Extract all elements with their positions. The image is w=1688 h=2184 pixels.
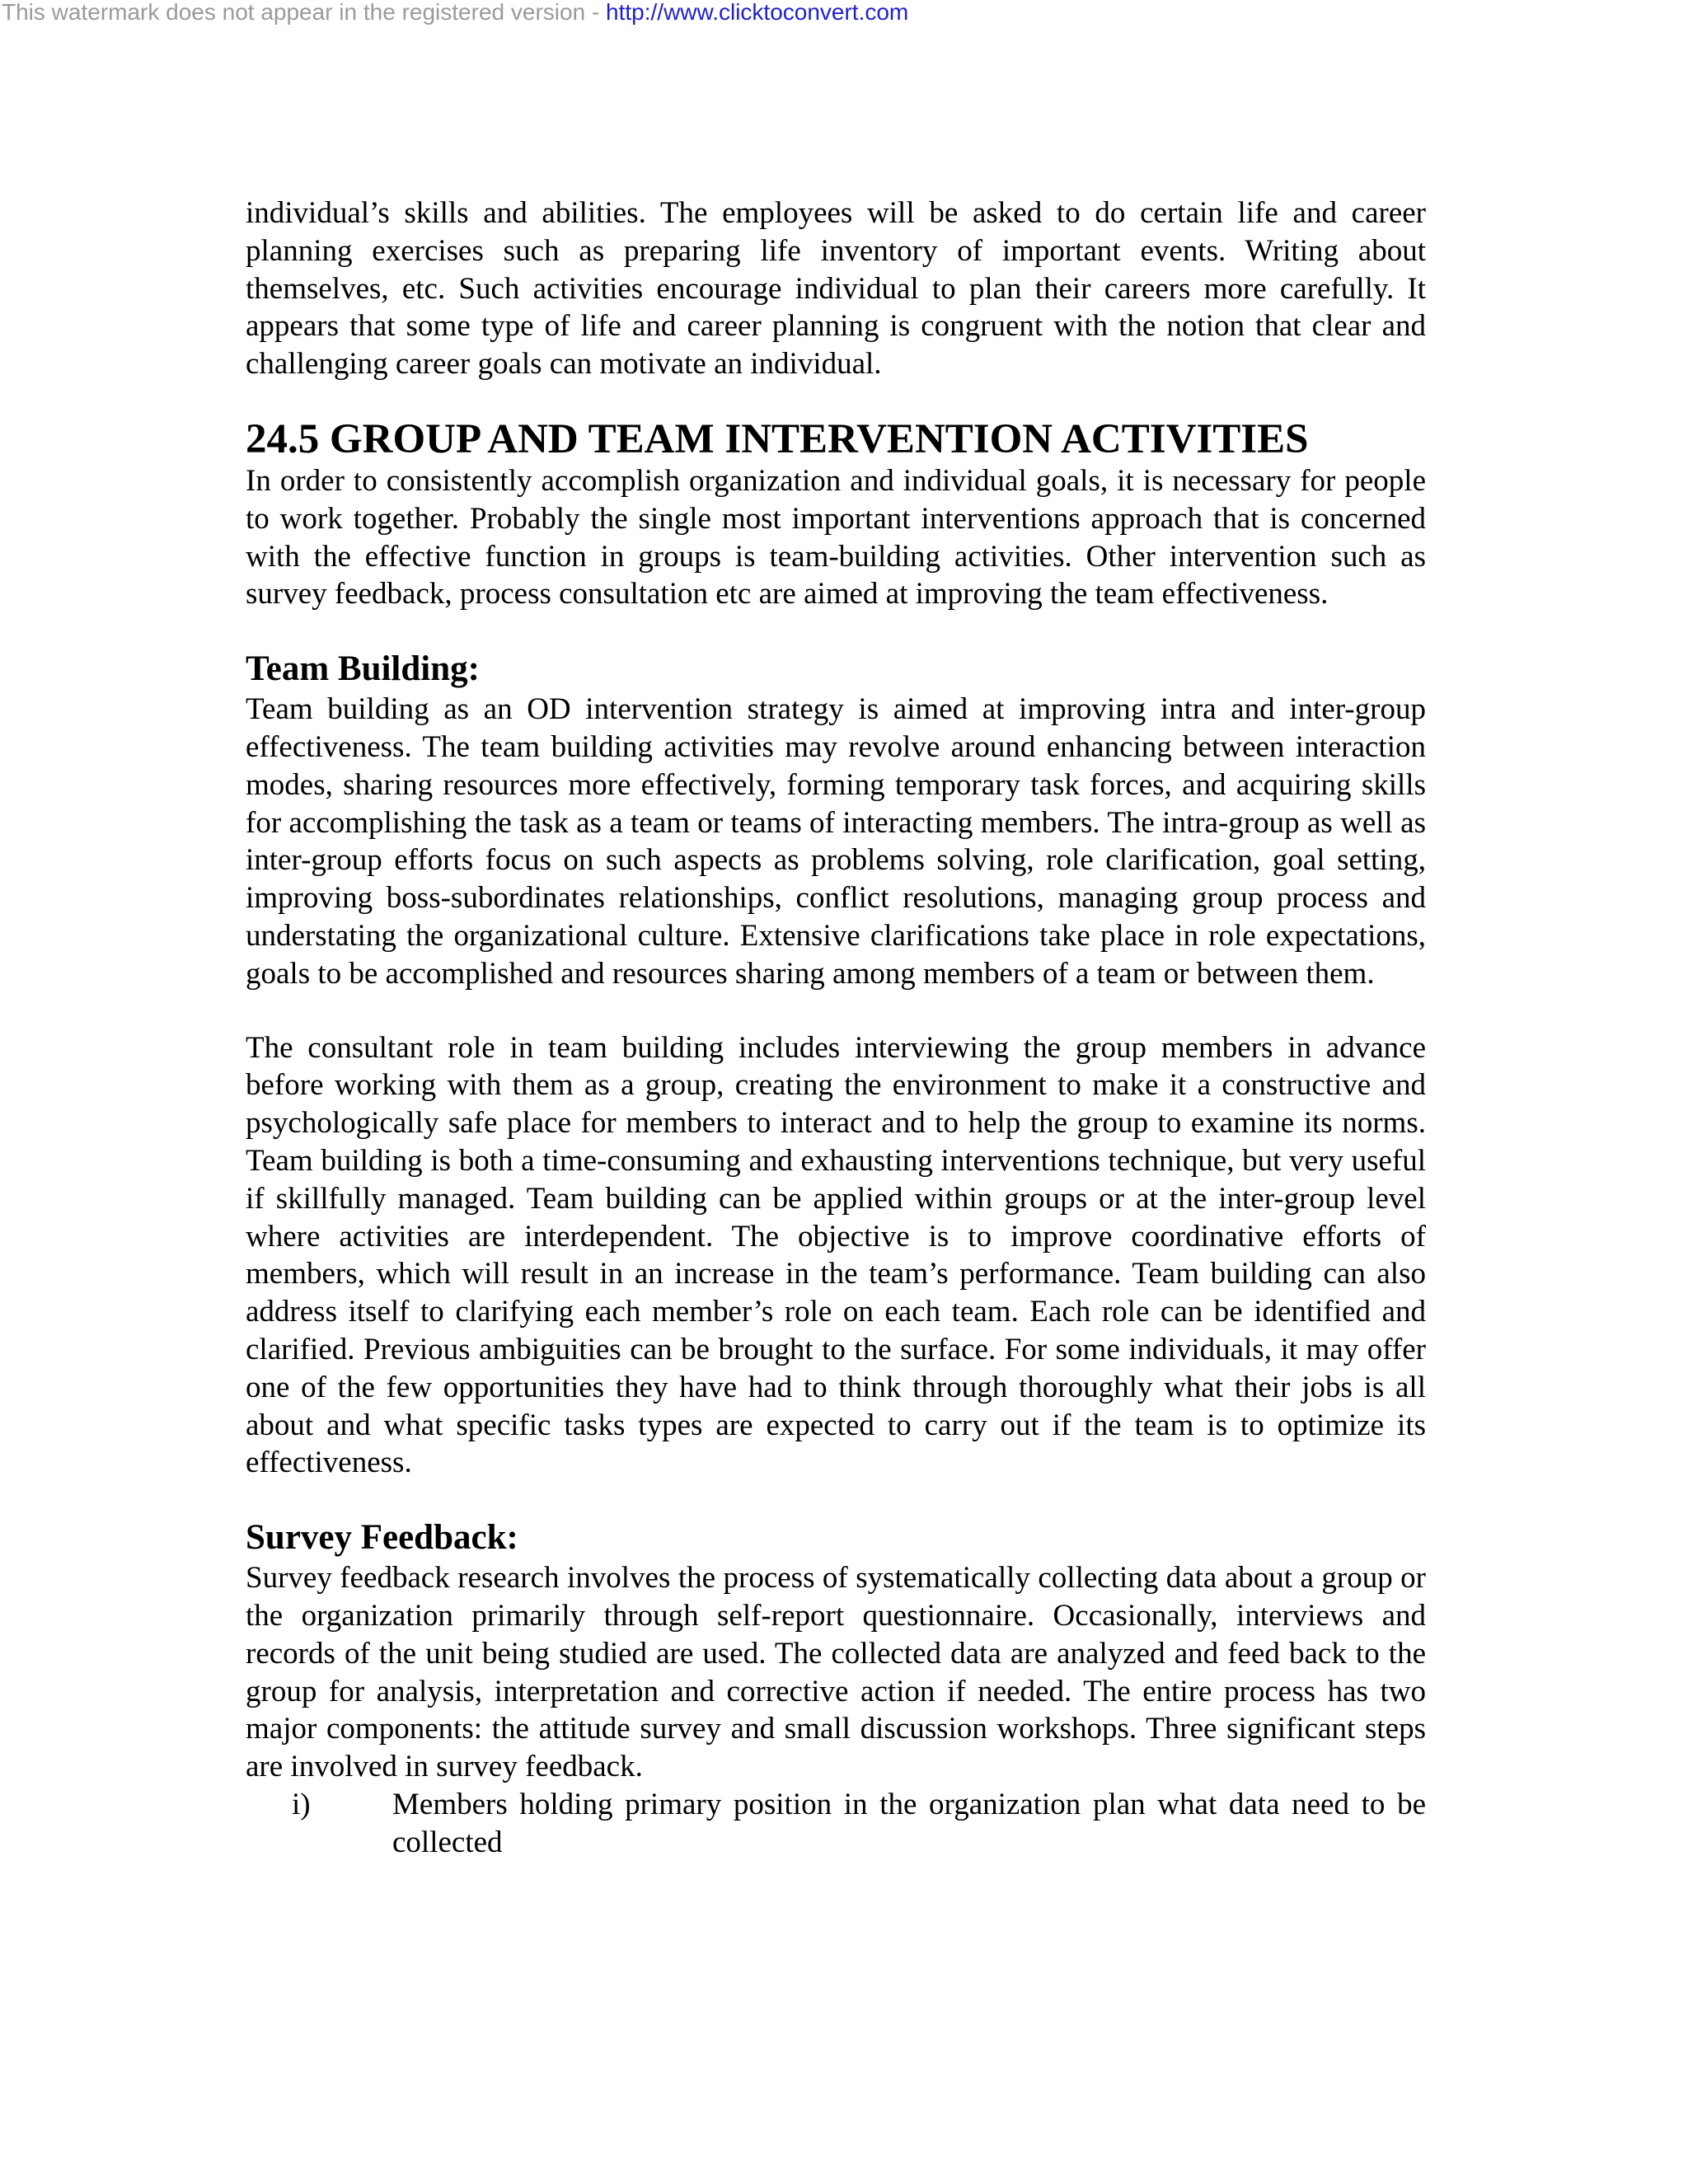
intro-paragraph: individual’s skills and abilities. The employees will be asked to do certain life and career planning exercises such as preparing life inventory of important events. Writing about themselves, etc. Such activities encourage individual to plan their careers more carefully. It appears that some type of life and career planning is congruent with the notion that clear and challenging career goals can motivate an individual.	[246, 196, 1426, 382]
watermark-text: This watermark does not appear in the registered version -	[2, 0, 607, 25]
team-building-paragraph-1: Team building as an OD intervention strategy is aimed at improving intra and inter-group effectiveness. The team building activities may revolve around enhancing between interaction modes, sharing resources more effectively, forming temporary task forces, and acquiring skills for accomplishing the task as a team or teams of interacting members. The intra-group as well as inter-group efforts focus on such aspects as problems solving, role clarification, goal setting, improving boss-subordinates relationships, conflict resolutions, managing group process and understating the organizational culture. Extensive clarifications take place in role expectations, goals to be accomplished and resources sharing among members of a team or between them.	[246, 692, 1426, 991]
survey-step-text: Members holding primary position in the organization plan what data need to be collected	[392, 1787, 1426, 1859]
survey-feedback-paragraph: Survey feedback research involves the process of systematically collecting data about a group or the organization primarily through self-report questionnaire. Occasionally, interviews and records of the unit being studied are used. The collected data are analyzed and feed back to the group for analysis, interpretation and corrective action if needed. The entire process has two major components: the attitude survey and small discussion workshops. Three significant steps are involved in survey feedback.	[246, 1561, 1426, 1784]
watermark	[2, 0, 908, 26]
survey-step-marker: i)	[292, 1787, 311, 1821]
team-building-paragraph-2: The consultant role in team building includes interviewing the group members in advance before working with them as a group, creating the environment to make it a constructive and psychologically safe place for members to interact and to help the group to examine its norms. Team building is both a time-consuming and exhausting interventions technique, but very useful if skillfully managed. Team building can be applied within groups or at the inter-group level where activities are interdependent. The objective is to improve coordinative efforts of members, which will result in an increase in the team’s performance. Team building can also address itself to clarifying each member’s role on each team. Each role can be identified and clarified. Previous ambiguities can be brought to the surface. For some individuals, it may offer one of the few opportunities they have had to think through thoroughly what their jobs is all about and what specific tasks types are expected to carry out if the team is to optimize its effectiveness.	[246, 1030, 1426, 1480]
page-content	[246, 194, 1426, 1861]
watermark-link[interactable]: http://www.clicktoconvert.com	[606, 0, 909, 25]
team-building-heading: Team Building:	[246, 649, 480, 689]
survey-step-item	[292, 1786, 1426, 1862]
section-paragraph: In order to consistently accomplish organization and individual goals, it is necessary for people to work together. Probably the single most important interventions approach that is concerned with the effective function in groups is team-building activities. Other intervention such as survey feedback, process consultation etc are aimed at improving the team effectiveness.	[246, 463, 1426, 612]
survey-feedback-heading: Survey Feedback:	[246, 1518, 518, 1558]
section-heading: 24.5 GROUP AND TEAM INTERVENTION ACTIVITIES	[246, 415, 1309, 462]
